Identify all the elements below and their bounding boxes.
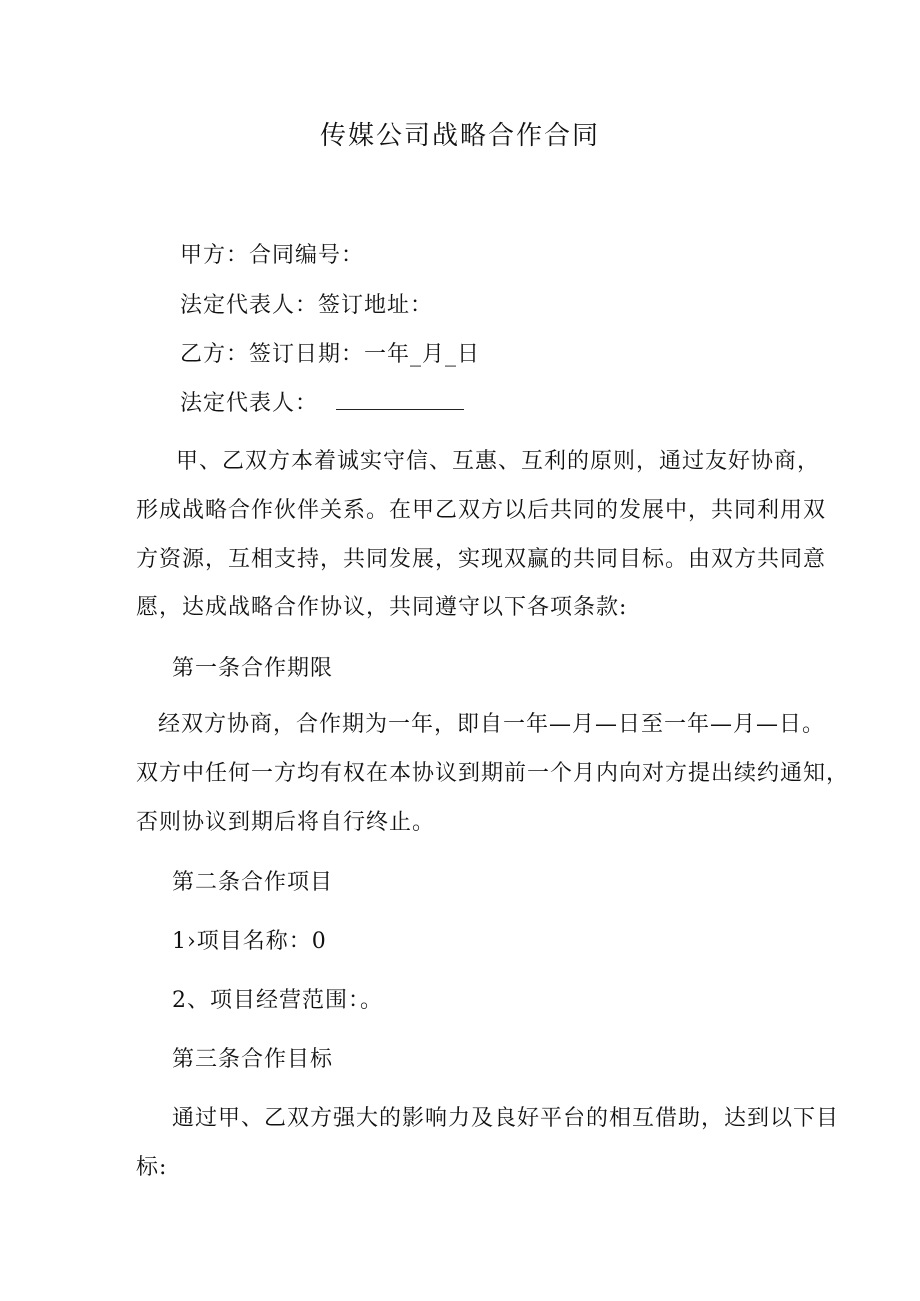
article-1-heading: 第一条合作期限 <box>172 656 334 681</box>
article-1-line-1: 经双方协商，合作期为一年，即自一年—月—日至一年—月—日。 <box>158 712 826 737</box>
article-1-line-2: 双方中任何一方均有权在本协议到期前一个月内向对方提出续约通知， <box>136 761 850 786</box>
article-3-heading: 第三条合作目标 <box>172 1047 334 1072</box>
signature-blank <box>336 391 464 410</box>
preamble-line-1: 甲、乙双方本着诚实守信、互惠、互利的原则，通过友好协商， <box>176 449 821 474</box>
article-2-item-2: 2、项目经营范围：。 <box>172 988 383 1013</box>
legal-rep-a-line: 法定代表人：签订地址： <box>180 293 434 318</box>
preamble-line-4: 愿，达成战略合作协议，共同遵守以下各项条款: <box>136 595 628 620</box>
legal-rep-b-line <box>180 390 464 418</box>
party-a-line: 甲方：合同编号： <box>180 243 365 268</box>
preamble-line-2: 形成战略合作伙伴关系。在甲乙双方以后共同的发展中，共同利用双 <box>136 498 827 523</box>
article-1-line-3: 否则协议到期后将自行终止。 <box>136 810 436 835</box>
article-3-line-1: 通过甲、乙双方强大的影响力及良好平台的相互借助，达到以下目 <box>172 1106 840 1131</box>
article-3-line-2: 标: <box>136 1155 168 1180</box>
document-title: 传媒公司战略合作合同 <box>319 121 600 151</box>
article-2-heading: 第二条合作项目 <box>172 870 334 895</box>
legal-rep-b-label: 法定代表人： <box>180 391 319 416</box>
preamble-line-3: 方资源，互相支持，共同发展，实现双赢的共同目标。由双方共同意 <box>136 547 827 572</box>
party-b-line: 乙方：签订日期：一年_月_日 <box>180 342 481 367</box>
article-2-item-1: 1›项目名称：0 <box>172 929 327 954</box>
